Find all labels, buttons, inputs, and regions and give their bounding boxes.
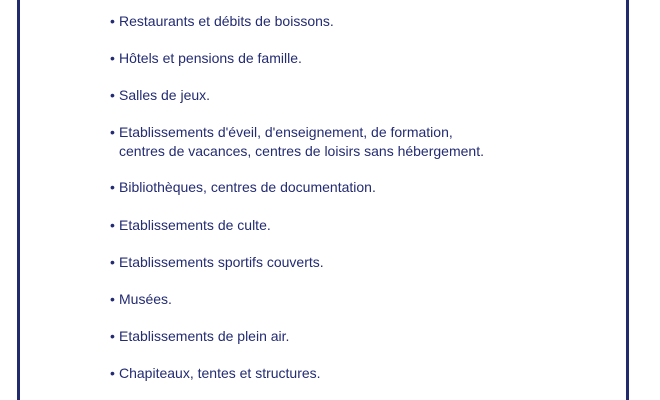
- list-item-text: Bibliothèques, centres de documentation.: [119, 179, 376, 195]
- list-item-text: Etablissements de plein air.: [119, 328, 290, 344]
- list-item: [110, 290, 630, 309]
- list-item-text: Etablissements de culte.: [119, 217, 271, 233]
- bullet-icon: •: [110, 254, 115, 270]
- list-item: [110, 49, 630, 68]
- list-item-text: Etablissements d'éveil, d'enseignement, de formation, centres de vacances, centres de loisirs sans hébergement.: [119, 124, 484, 159]
- list-item: [110, 86, 630, 105]
- list-item-text: Musées.: [119, 291, 172, 307]
- bullet-icon: •: [110, 365, 115, 381]
- list-item: [110, 216, 630, 235]
- list-item: [110, 178, 630, 197]
- list-item-text: Restaurants et débits de boissons.: [119, 13, 334, 29]
- bullet-icon: •: [110, 50, 115, 66]
- list-item: [110, 327, 630, 346]
- bullet-icon: •: [110, 87, 115, 103]
- bullet-icon: •: [110, 179, 115, 195]
- bullet-icon: •: [110, 124, 115, 140]
- bullet-icon: •: [110, 328, 115, 344]
- bullet-icon: •: [110, 291, 115, 307]
- list-item-text: Chapiteaux, tentes et structures.: [119, 365, 321, 381]
- bullet-icon: •: [110, 217, 115, 233]
- list-item: [110, 123, 630, 161]
- list-item: [110, 253, 630, 272]
- list-item-text: Hôtels et pensions de famille.: [119, 50, 302, 66]
- list-item: [110, 12, 630, 31]
- list-item-text: Salles de jeux.: [119, 87, 211, 103]
- list-item-text: Etablissements sportifs couverts.: [119, 254, 324, 270]
- bullet-icon: •: [110, 13, 115, 29]
- list-item: [110, 364, 630, 383]
